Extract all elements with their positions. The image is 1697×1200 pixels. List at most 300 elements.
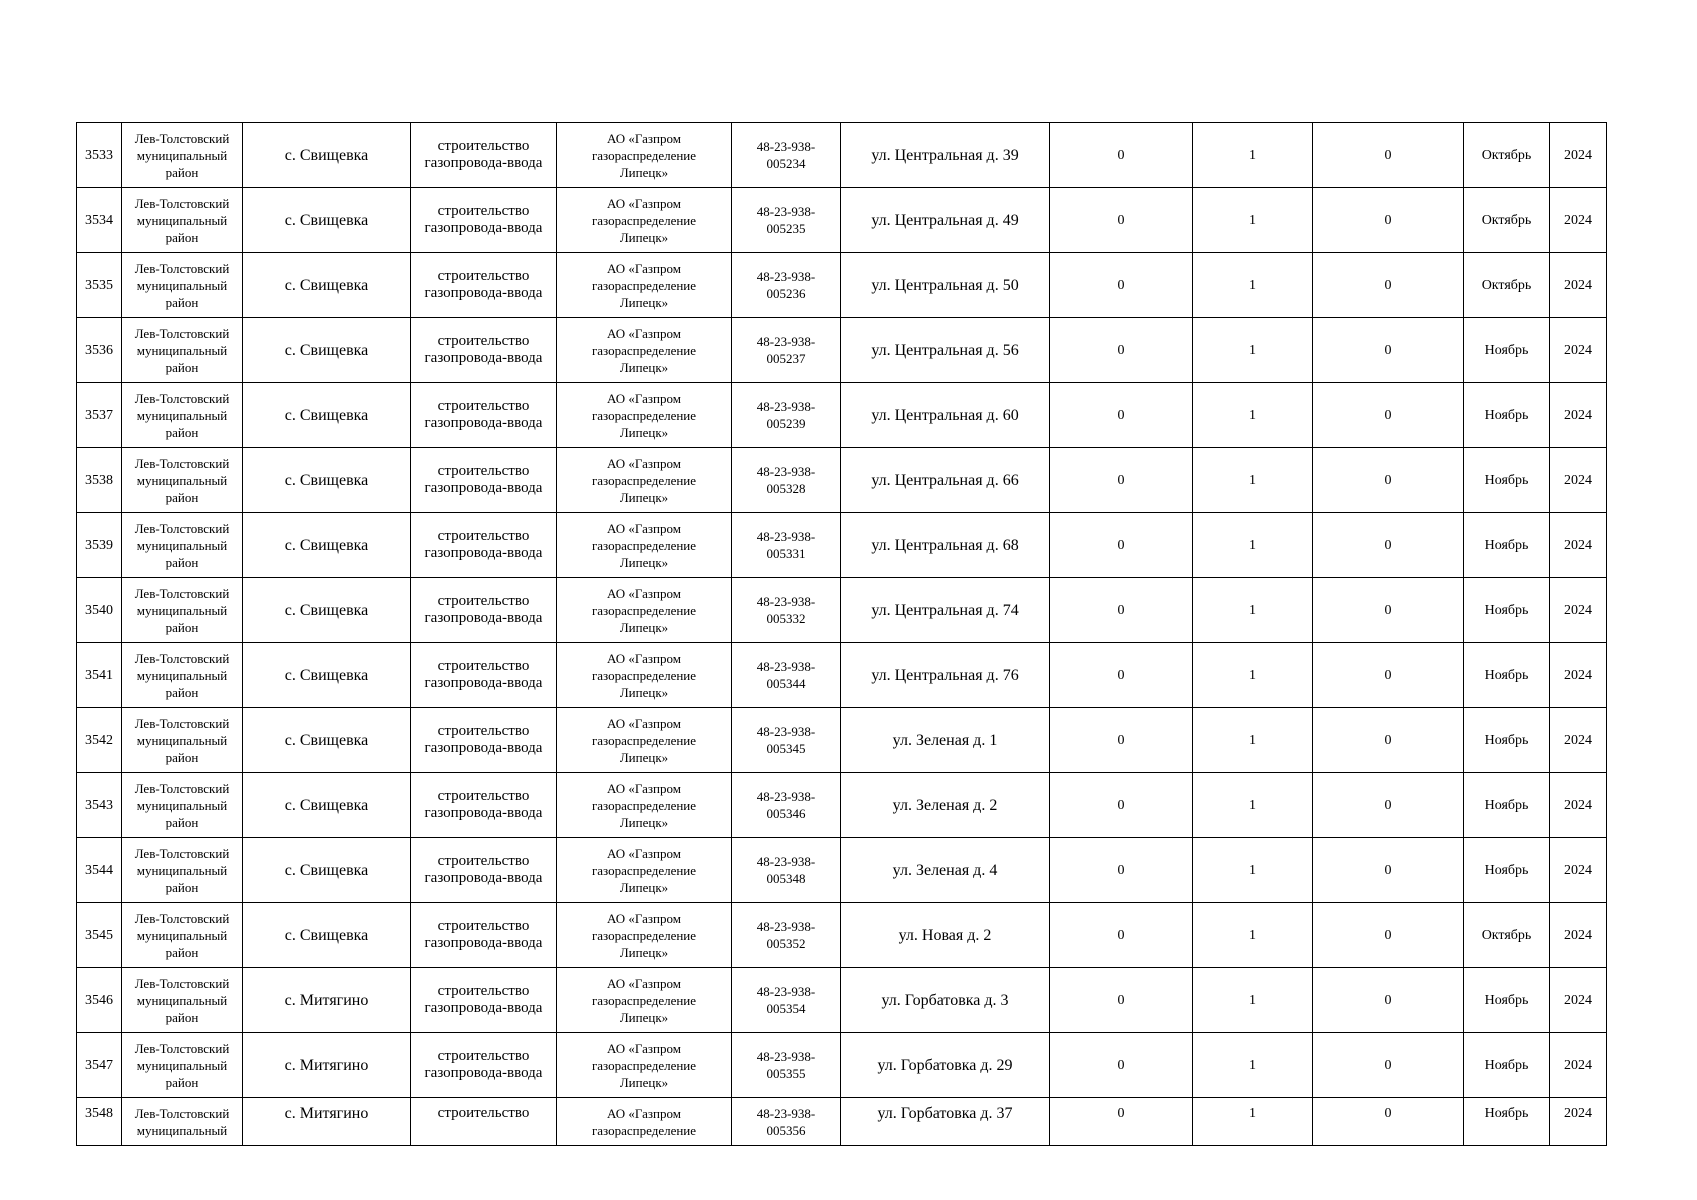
year-cell: 2024 (1550, 1098, 1607, 1146)
year-cell: 2024 (1550, 903, 1607, 968)
organization-line: газораспределение (591, 277, 697, 293)
table-row (77, 578, 1607, 643)
table-row (77, 513, 1607, 578)
district-line: Лев-Толстовский (134, 975, 230, 991)
district-cell (122, 1033, 243, 1098)
organization-line: газораспределение (591, 667, 697, 683)
table-row (77, 773, 1607, 838)
address-cell: ул. Горбатовка д. 37 (841, 1098, 1050, 1146)
organization-line: Липецк» (619, 1074, 669, 1090)
object-code-line: 005348 (766, 871, 806, 886)
row-number-cell: 3534 (77, 188, 122, 253)
row-number-cell: 3540 (77, 578, 122, 643)
value-2-cell: 1 (1193, 643, 1313, 708)
object-code-cell (732, 968, 841, 1033)
row-number-cell: 3546 (77, 968, 122, 1033)
object-code-cell (732, 903, 841, 968)
district-line: муниципальный (136, 277, 228, 293)
object-code-cell (732, 448, 841, 513)
settlement-cell: с. Свищевка (243, 903, 411, 968)
district-line: район (165, 619, 199, 635)
district-cell (122, 838, 243, 903)
value-3-cell: 0 (1313, 383, 1464, 448)
organization-line: Липецк» (619, 424, 669, 440)
value-1-cell: 0 (1050, 968, 1193, 1033)
address-cell: ул. Горбатовка д. 3 (841, 968, 1050, 1033)
month-cell: Ноябрь (1464, 1033, 1550, 1098)
organization-line: Липецк» (619, 879, 669, 895)
table-body (77, 123, 1607, 1146)
year-cell: 2024 (1550, 448, 1607, 513)
district-cell (122, 643, 243, 708)
district-line: муниципальный (136, 1057, 228, 1073)
organization-cell (557, 578, 732, 643)
address-cell: ул. Центральная д. 60 (841, 383, 1050, 448)
district-line: муниципальный (136, 147, 228, 163)
organization-cell (557, 708, 732, 773)
table-row (77, 448, 1607, 513)
district-line: муниципальный (136, 602, 228, 618)
organization-line: Липецк» (619, 814, 669, 830)
work-type-cell (411, 578, 557, 643)
district-line: муниципальный (136, 927, 228, 943)
value-2-cell: 1 (1193, 253, 1313, 318)
value-3-cell: 0 (1313, 513, 1464, 578)
organization-line: Липецк» (619, 294, 669, 310)
organization-cell (557, 448, 732, 513)
value-2-cell: 1 (1193, 123, 1313, 188)
value-1-cell: 0 (1050, 578, 1193, 643)
address-cell: ул. Горбатовка д. 29 (841, 1033, 1050, 1098)
organization-line: газораспределение (591, 407, 697, 423)
organization-cell (557, 838, 732, 903)
row-number-cell: 3545 (77, 903, 122, 968)
work-type-cell (411, 123, 557, 188)
district-line: муниципальный (136, 342, 228, 358)
row-number-cell: 3547 (77, 1033, 122, 1098)
value-2-cell: 1 (1193, 1098, 1313, 1146)
value-1-cell: 0 (1050, 1033, 1193, 1098)
object-code-cell (732, 773, 841, 838)
district-line: район (165, 814, 199, 830)
district-line: район (165, 229, 199, 245)
address-cell: ул. Центральная д. 49 (841, 188, 1050, 253)
year-cell: 2024 (1550, 968, 1607, 1033)
object-code-line: 005346 (766, 806, 806, 821)
object-code-line: 005354 (766, 1001, 806, 1016)
settlement-cell: с. Свищевка (243, 253, 411, 318)
value-1-cell: 0 (1050, 708, 1193, 773)
settlement-cell: с. Свищевка (243, 448, 411, 513)
work-type-line: газопровода-ввода (424, 285, 543, 301)
organization-line: Липецк» (619, 749, 669, 765)
work-type-line: газопровода-ввода (424, 805, 543, 821)
month-cell: Ноябрь (1464, 318, 1550, 383)
object-code-line: 005352 (766, 936, 806, 951)
year-cell: 2024 (1550, 123, 1607, 188)
value-2-cell: 1 (1193, 318, 1313, 383)
organization-cell (557, 968, 732, 1033)
district-cell (122, 773, 243, 838)
district-line: муниципальный (136, 212, 228, 228)
district-cell (122, 968, 243, 1033)
work-type-cell (411, 318, 557, 383)
month-cell: Ноябрь (1464, 838, 1550, 903)
work-type-cell (411, 1098, 557, 1146)
object-code-cell (732, 1098, 841, 1146)
organization-cell (557, 383, 732, 448)
organization-line: Липецк» (619, 1009, 669, 1025)
address-cell: ул. Центральная д. 74 (841, 578, 1050, 643)
month-cell: Ноябрь (1464, 578, 1550, 643)
object-code-cell (732, 253, 841, 318)
settlement-cell: с. Свищевка (243, 643, 411, 708)
year-cell: 2024 (1550, 188, 1607, 253)
object-code-line: 48-23-938- (756, 139, 816, 154)
district-cell (122, 383, 243, 448)
work-type-line: строительство (437, 853, 530, 869)
district-cell (122, 513, 243, 578)
work-type-line: строительство (437, 333, 530, 349)
organization-line: газораспределение (591, 212, 697, 228)
organization-cell (557, 188, 732, 253)
year-cell: 2024 (1550, 1033, 1607, 1098)
work-type-line: газопровода-ввода (424, 1000, 543, 1016)
work-type-line: строительство (437, 723, 530, 739)
object-code-line: 005344 (766, 676, 806, 691)
organization-cell (557, 513, 732, 578)
value-1-cell: 0 (1050, 773, 1193, 838)
year-cell: 2024 (1550, 708, 1607, 773)
value-1-cell: 0 (1050, 383, 1193, 448)
work-type-line: строительство (437, 983, 530, 999)
organization-line: газораспределение (591, 732, 697, 748)
year-cell: 2024 (1550, 513, 1607, 578)
object-code-line: 005236 (766, 286, 806, 301)
district-line: район (165, 424, 199, 440)
work-type-line: строительство (437, 788, 530, 804)
organization-line: газораспределение (591, 797, 697, 813)
value-2-cell: 1 (1193, 578, 1313, 643)
object-code-line: 005345 (766, 741, 806, 756)
settlement-cell: с. Свищевка (243, 123, 411, 188)
work-type-line: строительство (437, 1105, 530, 1121)
settlement-cell: с. Свищевка (243, 773, 411, 838)
district-line: район (165, 749, 199, 765)
value-2-cell: 1 (1193, 968, 1313, 1033)
organization-cell (557, 318, 732, 383)
value-3-cell: 0 (1313, 643, 1464, 708)
work-type-line: строительство (437, 1048, 530, 1064)
organization-cell (557, 123, 732, 188)
district-line: район (165, 684, 199, 700)
month-cell: Ноябрь (1464, 448, 1550, 513)
value-2-cell: 1 (1193, 513, 1313, 578)
work-type-line: газопровода-ввода (424, 935, 543, 951)
value-1-cell: 0 (1050, 643, 1193, 708)
work-type-line: газопровода-ввода (424, 1065, 543, 1081)
organization-line: АО «Газпром (607, 260, 681, 276)
value-1-cell: 0 (1050, 188, 1193, 253)
object-code-line: 48-23-938- (756, 1106, 816, 1121)
organization-line: АО «Газпром (607, 975, 681, 991)
value-1-cell: 0 (1050, 1098, 1193, 1146)
district-line: Лев-Толстовский (134, 325, 230, 341)
organization-line: АО «Газпром (607, 780, 681, 796)
settlement-cell: с. Митягино (243, 968, 411, 1033)
district-line: район (165, 879, 199, 895)
district-cell (122, 578, 243, 643)
organization-line: АО «Газпром (607, 520, 681, 536)
month-cell: Октябрь (1464, 188, 1550, 253)
object-code-line: 48-23-938- (756, 659, 816, 674)
address-cell: ул. Центральная д. 56 (841, 318, 1050, 383)
object-code-cell (732, 383, 841, 448)
year-cell: 2024 (1550, 253, 1607, 318)
work-type-cell (411, 643, 557, 708)
value-3-cell: 0 (1313, 188, 1464, 253)
district-cell (122, 253, 243, 318)
organization-line: АО «Газпром (607, 130, 681, 146)
object-code-cell (732, 188, 841, 253)
district-line: Лев-Толстовский (134, 1106, 230, 1121)
object-code-cell (732, 1033, 841, 1098)
address-cell: ул. Центральная д. 39 (841, 123, 1050, 188)
district-line: муниципальный (136, 862, 228, 878)
settlement-cell: с. Свищевка (243, 318, 411, 383)
work-type-line: строительство (437, 203, 530, 219)
object-code-line: 48-23-938- (756, 269, 816, 284)
address-cell: ул. Центральная д. 66 (841, 448, 1050, 513)
month-cell: Ноябрь (1464, 513, 1550, 578)
organization-line: АО «Газпром (607, 195, 681, 211)
table-row (77, 968, 1607, 1033)
organization-line: АО «Газпром (607, 455, 681, 471)
value-3-cell: 0 (1313, 318, 1464, 383)
organization-line: газораспределение (591, 342, 697, 358)
work-type-line: строительство (437, 268, 530, 284)
value-3-cell: 0 (1313, 448, 1464, 513)
district-line: район (165, 359, 199, 375)
work-type-cell (411, 773, 557, 838)
address-cell: ул. Зеленая д. 4 (841, 838, 1050, 903)
month-cell: Октябрь (1464, 123, 1550, 188)
value-3-cell: 0 (1313, 123, 1464, 188)
object-code-line: 48-23-938- (756, 919, 816, 934)
organization-cell (557, 253, 732, 318)
district-line: Лев-Толстовский (134, 715, 230, 731)
row-number-cell: 3536 (77, 318, 122, 383)
district-line: Лев-Толстовский (134, 455, 230, 471)
settlement-cell: с. Свищевка (243, 708, 411, 773)
value-3-cell: 0 (1313, 773, 1464, 838)
district-line: район (165, 554, 199, 570)
district-line: Лев-Толстовский (134, 585, 230, 601)
value-1-cell: 0 (1050, 318, 1193, 383)
settlement-cell: с. Свищевка (243, 513, 411, 578)
district-line: Лев-Толстовский (134, 650, 230, 666)
district-line: муниципальный (136, 407, 228, 423)
work-type-line: строительство (437, 593, 530, 609)
row-number-cell: 3535 (77, 253, 122, 318)
value-2-cell: 1 (1193, 448, 1313, 513)
object-code-line: 48-23-938- (756, 854, 816, 869)
object-code-line: 48-23-938- (756, 724, 816, 739)
value-1-cell: 0 (1050, 513, 1193, 578)
value-2-cell: 1 (1193, 773, 1313, 838)
settlement-cell: с. Митягино (243, 1033, 411, 1098)
organization-cell (557, 643, 732, 708)
table-row (77, 123, 1607, 188)
organization-line: Липецк» (619, 164, 669, 180)
object-code-line: 48-23-938- (756, 334, 816, 349)
value-1-cell: 0 (1050, 123, 1193, 188)
settlement-cell: с. Свищевка (243, 578, 411, 643)
district-cell (122, 123, 243, 188)
district-line: Лев-Толстовский (134, 130, 230, 146)
object-code-line: 48-23-938- (756, 1049, 816, 1064)
table-row (77, 253, 1607, 318)
object-code-cell (732, 643, 841, 708)
row-number-cell: 3544 (77, 838, 122, 903)
organization-line: АО «Газпром (607, 715, 681, 731)
address-cell: ул. Центральная д. 68 (841, 513, 1050, 578)
address-cell: ул. Зеленая д. 2 (841, 773, 1050, 838)
object-code-cell (732, 708, 841, 773)
object-code-line: 48-23-938- (756, 464, 816, 479)
work-type-line: строительство (437, 658, 530, 674)
table-row (77, 188, 1607, 253)
address-cell: ул. Новая д. 2 (841, 903, 1050, 968)
work-type-cell (411, 448, 557, 513)
month-cell: Ноябрь (1464, 643, 1550, 708)
work-type-cell (411, 188, 557, 253)
organization-cell (557, 1033, 732, 1098)
table-row (77, 708, 1607, 773)
work-type-line: строительство (437, 463, 530, 479)
year-cell: 2024 (1550, 643, 1607, 708)
table-row (77, 1033, 1607, 1098)
object-code-line: 005332 (766, 611, 806, 626)
organization-line: Липецк» (619, 684, 669, 700)
district-cell (122, 188, 243, 253)
district-line: район (165, 1074, 199, 1090)
district-line: муниципальный (136, 732, 228, 748)
value-3-cell: 0 (1313, 708, 1464, 773)
organization-line: газораспределение (591, 1123, 697, 1138)
table-row (77, 318, 1607, 383)
value-2-cell: 1 (1193, 903, 1313, 968)
object-code-line: 48-23-938- (756, 984, 816, 999)
value-2-cell: 1 (1193, 188, 1313, 253)
work-type-line: газопровода-ввода (424, 610, 543, 626)
year-cell: 2024 (1550, 773, 1607, 838)
table-row (77, 383, 1607, 448)
organization-line: газораспределение (591, 1057, 697, 1073)
row-number-cell: 3533 (77, 123, 122, 188)
value-1-cell: 0 (1050, 903, 1193, 968)
address-cell: ул. Центральная д. 76 (841, 643, 1050, 708)
district-line: Лев-Толстовский (134, 390, 230, 406)
value-3-cell: 0 (1313, 253, 1464, 318)
value-3-cell: 0 (1313, 838, 1464, 903)
district-line: муниципальный (136, 472, 228, 488)
value-2-cell: 1 (1193, 708, 1313, 773)
district-line: муниципальный (136, 667, 228, 683)
object-code-line: 005356 (766, 1123, 806, 1138)
district-cell (122, 448, 243, 513)
district-line: Лев-Толстовский (134, 195, 230, 211)
district-line: Лев-Толстовский (134, 845, 230, 861)
table-row (77, 643, 1607, 708)
organization-line: Липецк» (619, 944, 669, 960)
work-type-cell (411, 253, 557, 318)
organization-line: Липецк» (619, 554, 669, 570)
object-code-line: 48-23-938- (756, 594, 816, 609)
work-type-line: строительство (437, 918, 530, 934)
year-cell: 2024 (1550, 318, 1607, 383)
gasification-table (76, 122, 1607, 1146)
district-cell (122, 903, 243, 968)
month-cell: Ноябрь (1464, 383, 1550, 448)
work-type-line: газопровода-ввода (424, 480, 543, 496)
district-line: Лев-Толстовский (134, 910, 230, 926)
object-code-cell (732, 123, 841, 188)
organization-line: АО «Газпром (607, 325, 681, 341)
work-type-line: газопровода-ввода (424, 870, 543, 886)
settlement-cell: с. Свищевка (243, 188, 411, 253)
value-2-cell: 1 (1193, 1033, 1313, 1098)
settlement-cell: с. Митягино (243, 1098, 411, 1146)
work-type-line: газопровода-ввода (424, 675, 543, 691)
organization-line: АО «Газпром (607, 585, 681, 601)
work-type-line: строительство (437, 398, 530, 414)
organization-line: Липецк» (619, 489, 669, 505)
organization-line: АО «Газпром (607, 910, 681, 926)
district-cell (122, 708, 243, 773)
object-code-line: 005331 (766, 546, 806, 561)
row-number-cell: 3539 (77, 513, 122, 578)
object-code-line: 005355 (766, 1066, 806, 1081)
table-row (77, 838, 1607, 903)
object-code-cell (732, 838, 841, 903)
district-line: район (165, 944, 199, 960)
row-number-cell: 3543 (77, 773, 122, 838)
work-type-cell (411, 903, 557, 968)
organization-line: газораспределение (591, 537, 697, 553)
object-code-cell (732, 513, 841, 578)
month-cell: Ноябрь (1464, 773, 1550, 838)
object-code-line: 48-23-938- (756, 399, 816, 414)
value-3-cell: 0 (1313, 1098, 1464, 1146)
document-page (76, 122, 1607, 1146)
district-line: муниципальный (136, 797, 228, 813)
district-line: район (165, 1009, 199, 1025)
value-1-cell: 0 (1050, 253, 1193, 318)
work-type-cell (411, 1033, 557, 1098)
settlement-cell: с. Свищевка (243, 383, 411, 448)
district-line: Лев-Толстовский (134, 260, 230, 276)
value-3-cell: 0 (1313, 578, 1464, 643)
district-line: муниципальный (136, 992, 228, 1008)
year-cell: 2024 (1550, 383, 1607, 448)
object-code-line: 48-23-938- (756, 789, 816, 804)
value-2-cell: 1 (1193, 383, 1313, 448)
settlement-cell: с. Свищевка (243, 838, 411, 903)
district-line: Лев-Толстовский (134, 520, 230, 536)
organization-line: газораспределение (591, 147, 697, 163)
year-cell: 2024 (1550, 578, 1607, 643)
